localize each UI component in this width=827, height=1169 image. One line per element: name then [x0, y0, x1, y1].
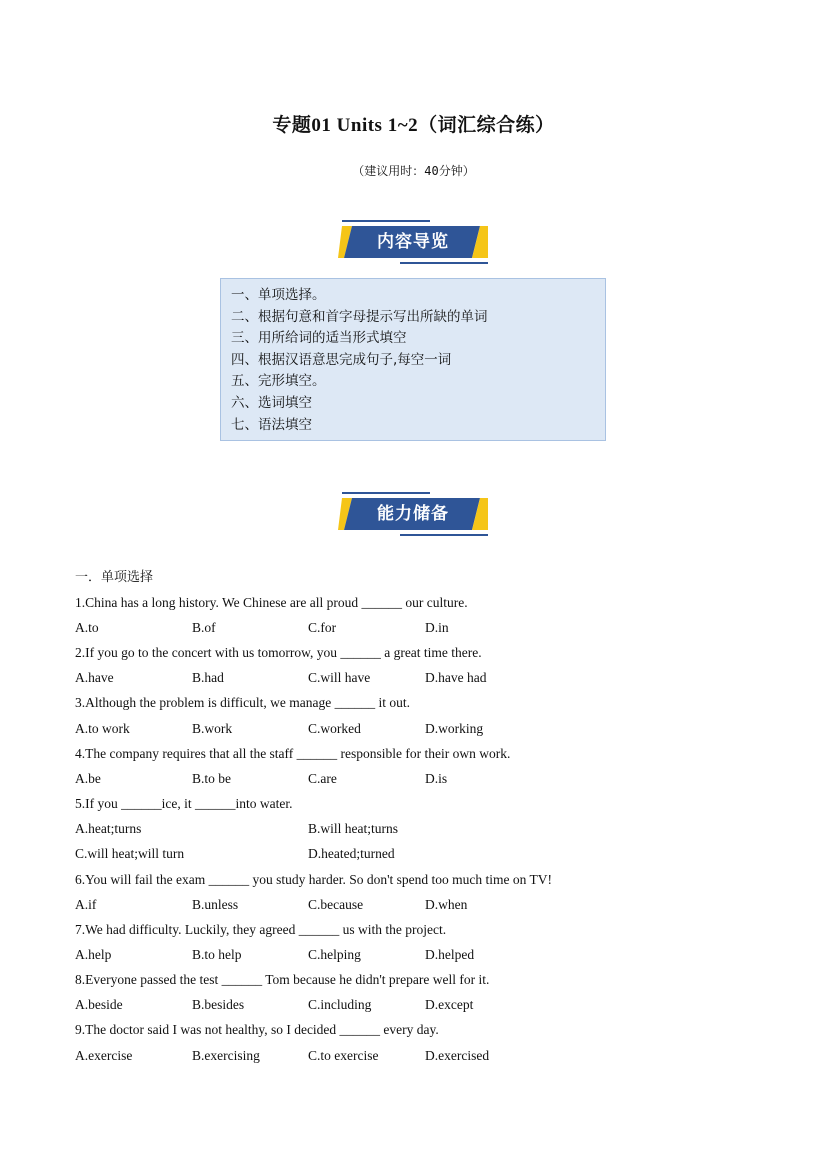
question-1: 1.China has a long history. We Chinese are all proud ______ our culture.	[75, 595, 468, 610]
toc-item: 三、用所给词的适当形式填空	[231, 330, 407, 347]
option-d: D.heated;turned	[308, 846, 395, 861]
option-a: A.help	[75, 947, 112, 962]
option-c: C.will heat;will turn	[75, 846, 185, 861]
option-b: B.had	[192, 670, 224, 685]
section-heading: 一．单项选择	[75, 570, 154, 585]
page-title: 专题01 Units 1~2（词汇综合练）	[272, 115, 555, 136]
option-c: C.worked	[308, 721, 361, 736]
option-b: B.to help	[192, 947, 242, 962]
toc-item: 四、根据汉语意思完成句子,每空一词	[231, 351, 452, 368]
option-a: A.to	[75, 620, 99, 635]
banner-line-top	[342, 220, 430, 222]
option-d: D.in	[425, 620, 449, 635]
option-d: D.exercised	[425, 1048, 490, 1063]
option-b: B.exercising	[192, 1048, 260, 1063]
question-8: 8.Everyone passed the test ______ Tom because he didn't prepare well for it.	[75, 972, 490, 987]
option-b: B.work	[192, 721, 233, 736]
contents-banner	[338, 220, 488, 264]
option-c: C.because	[308, 897, 364, 912]
option-b: B.to be	[192, 771, 231, 786]
option-c: C.helping	[308, 947, 361, 962]
option-c: C.to exercise	[308, 1048, 379, 1063]
suggested-time: （建议用时：40分钟）	[352, 164, 475, 178]
toc-item: 六、选词填空	[231, 394, 312, 411]
option-a: A.have	[75, 670, 114, 685]
ability-banner-label: 能力储备	[377, 504, 449, 524]
toc-item: 五、完形填空。	[231, 373, 326, 390]
option-a: A.beside	[75, 997, 123, 1012]
option-b: B.of	[192, 620, 216, 635]
banner-line-bottom	[400, 534, 488, 536]
option-c: C.including	[308, 997, 372, 1012]
option-c: C.will have	[308, 670, 371, 685]
option-a: A.heat;turns	[75, 821, 142, 836]
option-a: A.to work	[75, 721, 130, 736]
question-6: 6.You will fail the exam ______ you study harder. So don't spend too much time on TV!	[75, 872, 553, 887]
option-a: A.be	[75, 771, 101, 786]
question-5: 5.If you ______ice, it ______into water.	[75, 796, 293, 811]
question-9: 9.The doctor said I was not healthy, so I decided ______ every day.	[75, 1022, 439, 1037]
option-d: D.have had	[425, 670, 487, 685]
option-c: C.are	[308, 771, 337, 786]
question-2: 2.If you go to the concert with us tomorrow, you ______ a great time there.	[75, 645, 482, 660]
option-c: C.for	[308, 620, 337, 635]
option-a: A.exercise	[75, 1048, 133, 1063]
contents-box	[220, 278, 606, 441]
question-7: 7.We had difficulty. Luckily, they agreed ______ us with the project.	[75, 922, 447, 937]
question-4: 4.The company requires that all the staff ______ responsible for their own work.	[75, 746, 511, 761]
banner-line-top	[342, 492, 430, 494]
option-d: D.is	[425, 771, 448, 786]
toc-item: 七、语法填空	[231, 416, 312, 433]
option-a: A.if	[75, 897, 97, 912]
toc-item: 一、单项选择。	[231, 287, 326, 303]
option-b: B.besides	[192, 997, 245, 1012]
option-d: D.except	[425, 997, 474, 1012]
toc-item: 二、根据句意和首字母提示写出所缺的单词	[231, 308, 488, 325]
option-b: B.unless	[192, 897, 239, 912]
question-3: 3.Although the problem is difficult, we manage ______ it out.	[75, 695, 410, 710]
option-d: D.working	[425, 721, 484, 736]
option-b: B.will heat;turns	[308, 821, 398, 836]
option-d: D.when	[425, 897, 468, 912]
banner-line-bottom	[400, 262, 488, 264]
option-d: D.helped	[425, 947, 475, 962]
contents-banner-label: 内容导览	[377, 232, 449, 252]
ability-banner	[338, 492, 488, 536]
